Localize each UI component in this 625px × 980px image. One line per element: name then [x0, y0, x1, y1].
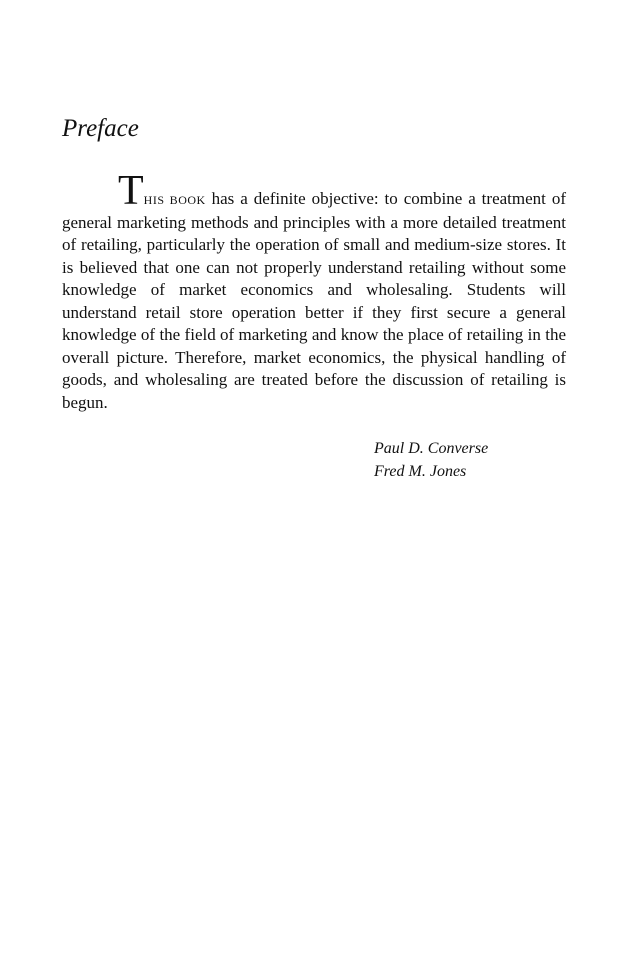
- drop-cap: T: [118, 168, 144, 214]
- page-title: Preface: [62, 115, 139, 142]
- author-signatures: [374, 437, 488, 483]
- author-name: Paul D. Converse: [374, 440, 489, 457]
- author-name: Fred M. Jones: [374, 463, 467, 480]
- small-caps-lead: HIS BOOK: [143, 193, 206, 207]
- preface-paragraph: [62, 168, 566, 414]
- preface-body-text: has a definite objective: to combine a treatment of general marketing methods and principles with a more detailed treatment of retailing, particularly the operation of small and medium-size stores. It is believed that one can not properly understand retailing without some knowledge of market economics and wholesaling. Students will understand retail store operation better if they first secure a general knowledge of the field of marketing and know the place of retailing in the overall picture. Therefore, market economics, the physical handling of goods, and wholesaling are treated before the discussion of retailing is begun.: [62, 189, 566, 412]
